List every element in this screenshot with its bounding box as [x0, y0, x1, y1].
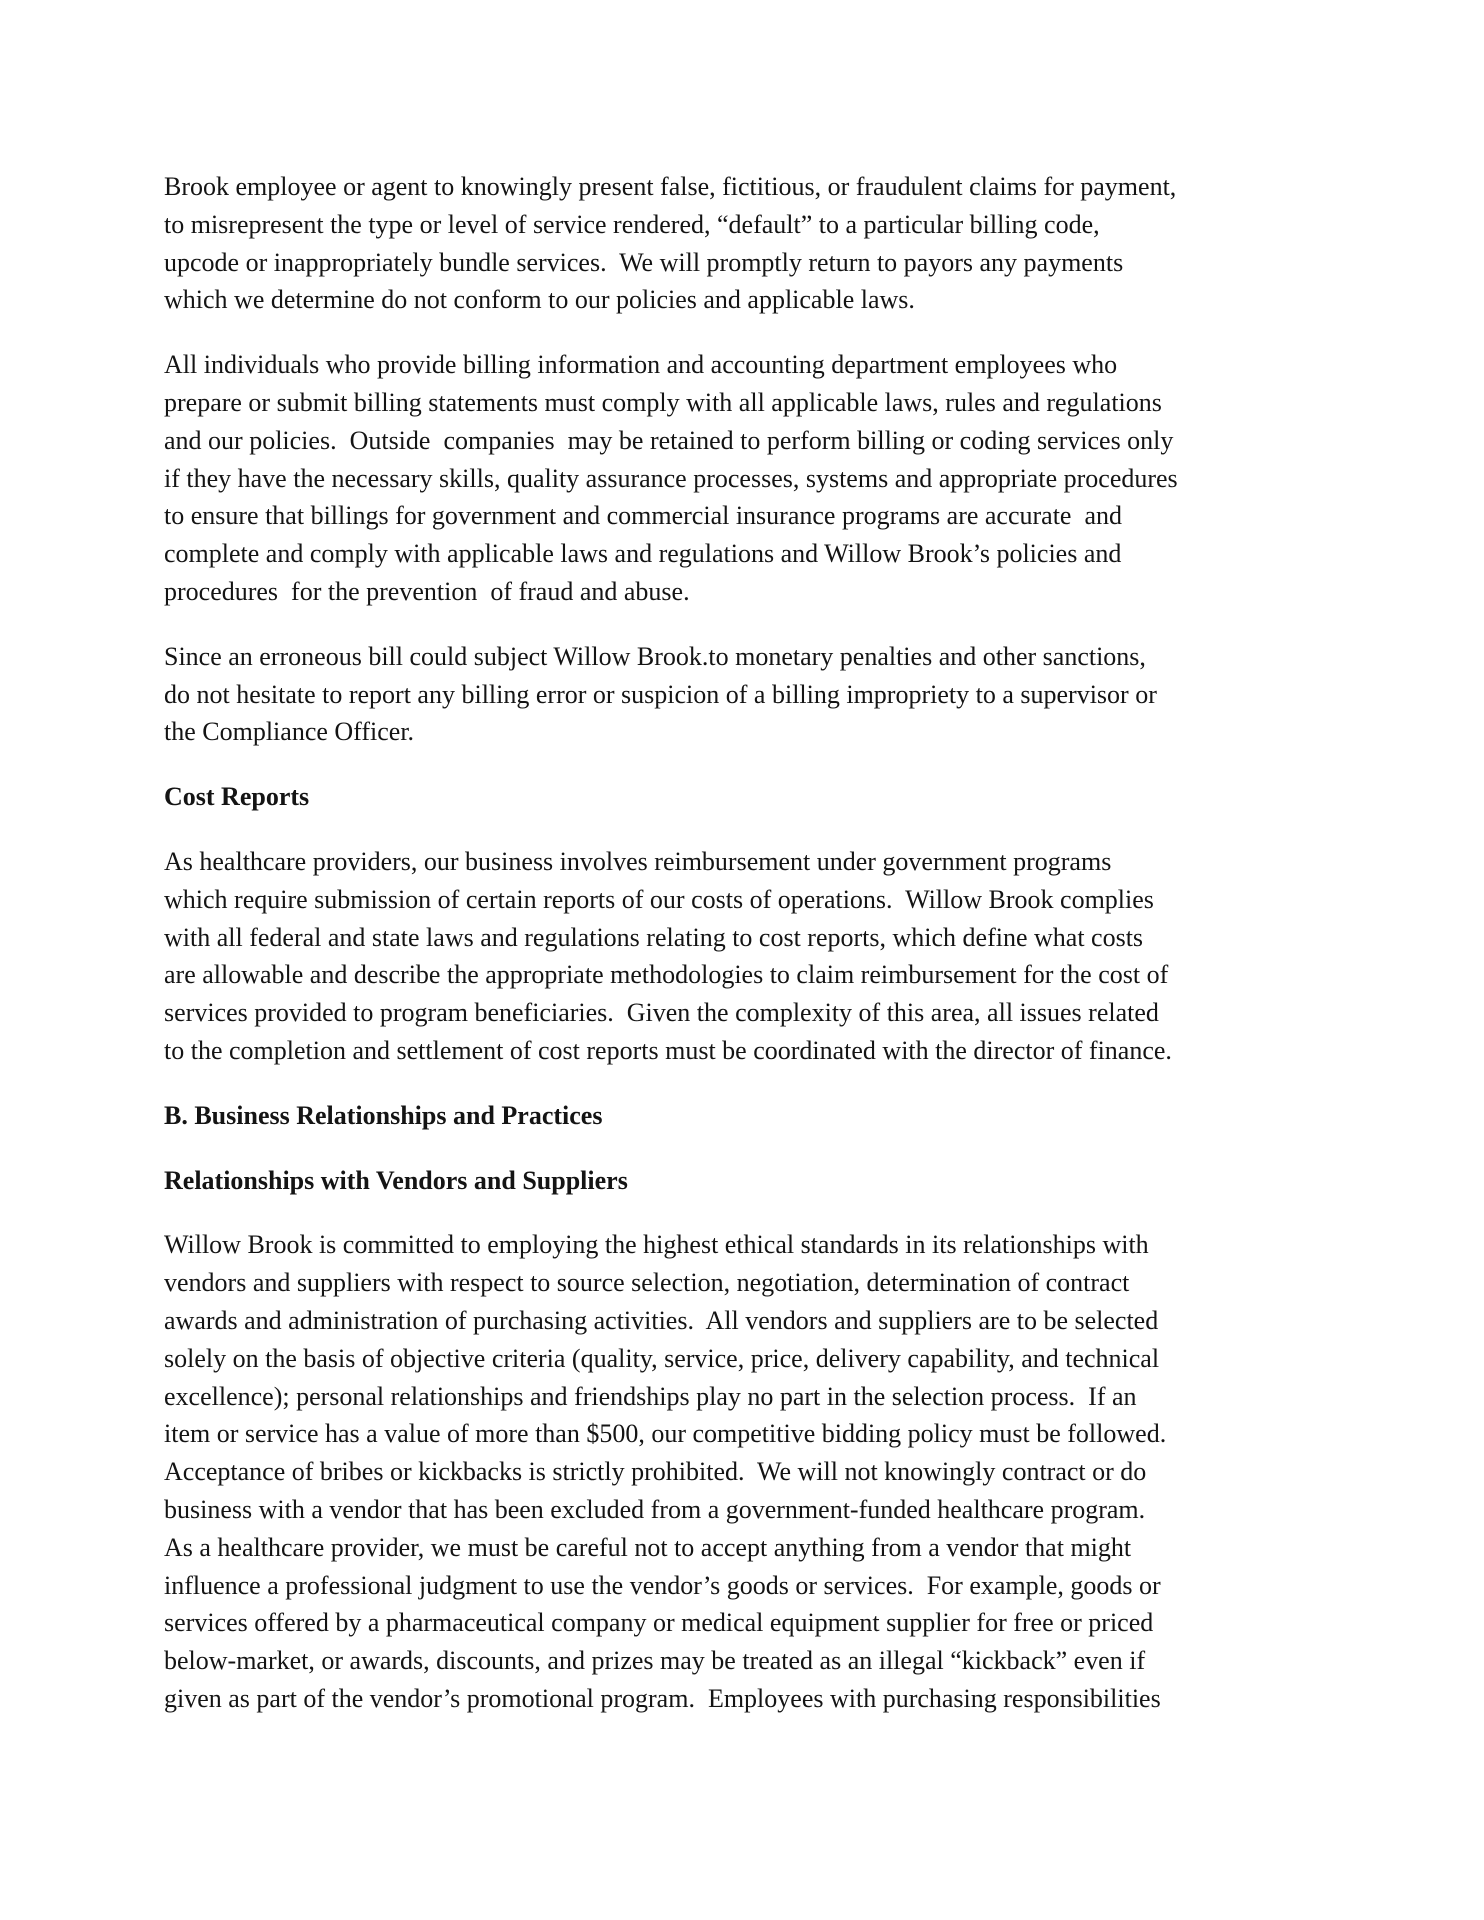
paragraph-billing-claims: [164, 168, 1339, 319]
text-line: to ensure that billings for government and commercial insurance programs are accurate and: [164, 501, 1123, 531]
text-line: to the completion and settlement of cost reports must be coordinated with the director of finance.: [164, 1035, 1172, 1065]
text-line: upcode or inappropriately bundle services. We will promptly return to payors any payments: [164, 247, 1124, 277]
text-line: to misrepresent the type or level of service rendered, “default” to a particular billing code,: [164, 209, 1100, 239]
text-line: which require submission of certain reports of our costs of operations. Willow Brook complies: [164, 884, 1154, 914]
text-line: Acceptance of bribes or kickbacks is strictly prohibited. We will not knowingly contract or do: [164, 1457, 1147, 1487]
text-line: complete and comply with applicable laws and regulations and Willow Brook’s policies and: [164, 539, 1122, 569]
text-line: services provided to program beneficiaries. Given the complexity of this area, all issues related: [164, 998, 1159, 1028]
paragraph-erroneous-bill: [164, 638, 1339, 751]
heading-business-relationships: [164, 1097, 1339, 1135]
text-line: given as part of the vendor’s promotional program. Employees with purchasing responsibilities: [164, 1683, 1161, 1713]
text-line: below-market, or awards, discounts, and prizes may be treated as an illegal “kickback” even if: [164, 1646, 1146, 1676]
paragraph-cost-reports: [164, 843, 1339, 1070]
heading-vendors-suppliers: [164, 1162, 1339, 1200]
text-line: do not hesitate to report any billing error or suspicion of a billing impropriety to a supervisor or: [164, 679, 1157, 709]
text-line: procedures for the prevention of fraud and abuse.: [164, 576, 690, 606]
text-line: are allowable and describe the appropriate methodologies to claim reimbursement for the cost of: [164, 960, 1169, 990]
text-line: B. Business Relationships and Practices: [164, 1100, 603, 1130]
text-line: excellence); personal relationships and friendships play no part in the selection process. If an: [164, 1381, 1137, 1411]
text-line: with all federal and state laws and regulations relating to cost reports, which define what costs: [164, 922, 1144, 952]
text-line: the Compliance Officer.: [164, 717, 415, 747]
text-line: business with a vendor that has been excluded from a government-funded healthcare program.: [164, 1494, 1146, 1524]
text-line: Brook employee or agent to knowingly present false, fictitious, or fraudulent claims for payment,: [164, 172, 1177, 201]
text-line: Willow Brook is committed to employing the highest ethical standards in its relationships with: [164, 1230, 1149, 1260]
text-line: and our policies. Outside companies may be retained to perform billing or coding services only: [164, 425, 1174, 455]
text-line: Cost Reports: [164, 782, 310, 812]
heading-cost-reports: [164, 778, 1339, 816]
text-line: if they have the necessary skills, quality assurance processes, systems and appropriate procedures: [164, 463, 1178, 493]
text-line: As a healthcare provider, we must be careful not to accept anything from a vendor that might: [164, 1532, 1132, 1562]
text-line: solely on the basis of objective criteria (quality, service, price, delivery capability, and technical: [164, 1343, 1160, 1373]
document-body: [164, 168, 1339, 1745]
text-line: Since an erroneous bill could subject Willow Brook.to monetary penalties and other sanctions,: [164, 641, 1146, 671]
text-line: prepare or submit billing statements must comply with all applicable laws, rules and regulations: [164, 387, 1162, 417]
text-line: awards and administration of purchasing activities. All vendors and suppliers are to be selected: [164, 1305, 1159, 1335]
text-line: item or service has a value of more than $500, our competitive bidding policy must be followed.: [164, 1419, 1167, 1449]
text-line: services offered by a pharmaceutical company or medical equipment supplier for free or priced: [164, 1608, 1154, 1638]
text-line: which we determine do not conform to our policies and applicable laws.: [164, 285, 915, 315]
text-line: Relationships with Vendors and Suppliers: [164, 1165, 628, 1195]
text-line: All individuals who provide billing information and accounting department employees who: [164, 350, 1118, 380]
text-line: As healthcare providers, our business involves reimbursement under government programs: [164, 846, 1112, 876]
paragraph-billing-compliance: [164, 346, 1339, 611]
text-line: influence a professional judgment to use the vendor’s goods or services. For example, goods or: [164, 1570, 1161, 1600]
text-line: vendors and suppliers with respect to source selection, negotiation, determination of contract: [164, 1268, 1130, 1298]
paragraph-vendor-standards: [164, 1226, 1339, 1717]
